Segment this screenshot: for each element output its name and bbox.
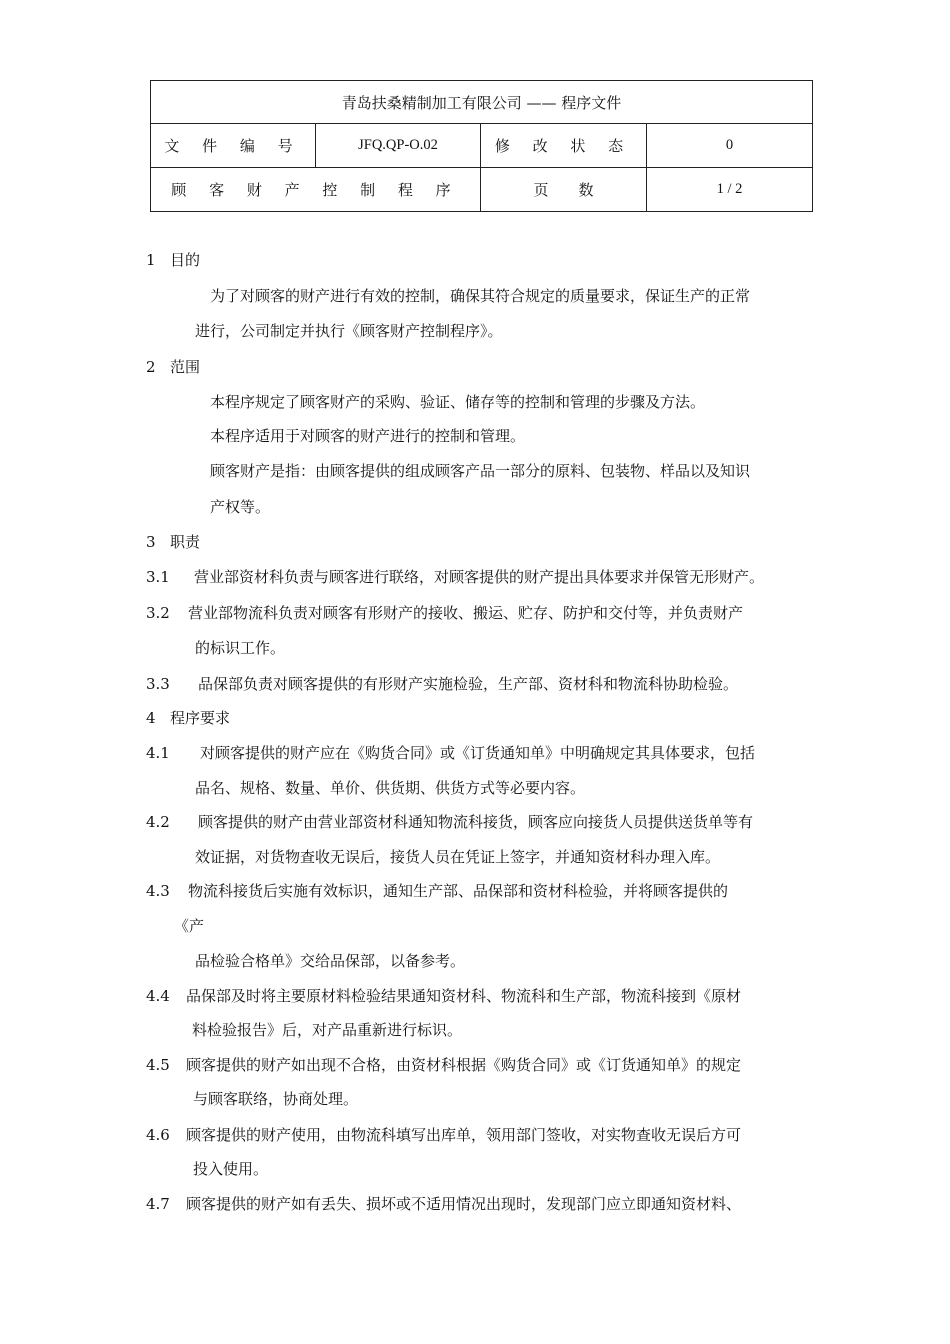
item-number: 4.2 (146, 813, 170, 831)
list-item (146, 743, 756, 763)
list-item (146, 986, 742, 1006)
item-number: 4.6 (146, 1126, 170, 1144)
item-number: 3.3 (146, 675, 170, 693)
list-item (146, 1125, 742, 1145)
item-number: 4.3 (146, 882, 170, 900)
item-number: 3.2 (146, 604, 170, 622)
item-text: 品保部及时将主要原材料检验结果通知资材科、物流科和生产部，物流科接到《原材 (186, 987, 742, 1005)
paragraph-line: 本程序规定了顾客财产的采购、验证、储存等的控制和管理的步骤及方法。 (210, 393, 706, 411)
list-item (146, 881, 729, 901)
section-title: 程序要求 (170, 709, 231, 727)
revision-label: 修 改 状 态 (481, 124, 647, 168)
item-text: 营业部资材科负责与顾客进行联络，对顾客提供的财产提出具体要求并保管无形财产。 (194, 568, 765, 586)
section-heading-procedure (146, 708, 231, 728)
paragraph-line: 效证据，对货物查收无误后，接货人员在凭证上签字，并通知资材科办理入库。 (195, 848, 721, 866)
header-docno-row (151, 124, 813, 168)
section-title: 范围 (170, 358, 201, 376)
item-number: 4.1 (146, 744, 170, 762)
header-title-row (151, 81, 813, 124)
page-count-value: 1 / 2 (647, 168, 813, 212)
section-number: 1 (146, 251, 156, 269)
section-title: 职责 (170, 533, 201, 551)
paragraph-line: 品检验合格单》交给品保部，以备参考。 (195, 952, 466, 970)
section-heading-purpose (146, 250, 201, 270)
document-title: 青岛扶桑精制加工有限公司 —— 程序文件 (151, 81, 813, 124)
procedure-name: 顾 客 财 产 控 制 程 序 (151, 168, 481, 212)
item-number: 4.5 (146, 1056, 170, 1074)
paragraph-line: 与顾客联络，协商处理。 (193, 1090, 359, 1108)
paragraph-line: 顾客财产是指：由顾客提供的组成顾客产品一部分的原料、包装物、样品以及知识 (210, 462, 751, 480)
list-item (146, 1055, 742, 1075)
paragraph-line: 本程序适用于对顾客的财产进行的控制和管理。 (210, 427, 526, 445)
header-procedure-row (151, 168, 813, 212)
item-text: 顾客提供的财产使用，由物流科填写出库单，领用部门签收，对实物查收无误后方可 (186, 1126, 742, 1144)
doc-number-value: JFQ.QP-O.02 (316, 124, 481, 168)
section-number: 4 (146, 709, 156, 727)
item-text: 顾客提供的财产如出现不合格，由资材科根据《购货合同》或《订货通知单》的规定 (186, 1056, 742, 1074)
section-heading-scope (146, 357, 201, 377)
item-text: 对顾客提供的财产应在《购货合同》或《订货通知单》中明确规定其具体要求，包括 (200, 744, 756, 762)
paragraph-line: 投入使用。 (193, 1160, 269, 1178)
item-text: 营业部物流科负责对顾客有形财产的接收、搬运、贮存、防护和交付等，并负责财产 (188, 604, 744, 622)
doc-number-label: 文 件 编 号 (151, 124, 316, 168)
paragraph-line: 产权等。 (210, 498, 271, 516)
list-item (146, 1194, 742, 1214)
item-text: 品保部负责对顾客提供的有形财产实施检验，生产部、资材科和物流科协助检验。 (198, 675, 739, 693)
paragraph-line: 料检验报告》后，对产品重新进行标识。 (192, 1021, 463, 1039)
revision-value: 0 (647, 124, 813, 168)
paragraph-line: 的标识工作。 (195, 639, 286, 657)
section-title: 目的 (170, 251, 201, 269)
document-header-table (150, 80, 813, 212)
item-number: 4.4 (146, 987, 170, 1005)
paragraph-line: 品名、规格、数量、单价、供货期、供货方式等必要内容。 (195, 779, 586, 797)
list-item (146, 603, 744, 623)
section-heading-responsibilities (146, 532, 201, 552)
item-number: 3.1 (146, 568, 170, 586)
page-count-label: 页 数 (481, 168, 647, 212)
item-text: 顾客提供的财产如有丢失、损坏或不适用情况出现时，发现部门应立即通知资材料、 (186, 1195, 742, 1213)
item-text: 顾客提供的财产由营业部资材科通知物流科接货，顾客应向接货人员提供送货单等有 (198, 813, 754, 831)
section-number: 2 (146, 358, 156, 376)
section-number: 3 (146, 533, 156, 551)
item-text: 物流科接货后实施有效标识，通知生产部、品保部和资材科检验，并将顾客提供的 (188, 882, 729, 900)
item-number: 4.7 (146, 1195, 170, 1213)
paragraph-line: 为了对顾客的财产进行有效的控制，确保其符合规定的质量要求，保证生产的正常 (210, 287, 751, 305)
list-item (146, 674, 739, 694)
paragraph-line: 《产 (174, 917, 205, 935)
list-item (146, 812, 754, 832)
paragraph-line: 进行，公司制定并执行《顾客财产控制程序》。 (195, 322, 503, 340)
list-item (146, 567, 765, 587)
